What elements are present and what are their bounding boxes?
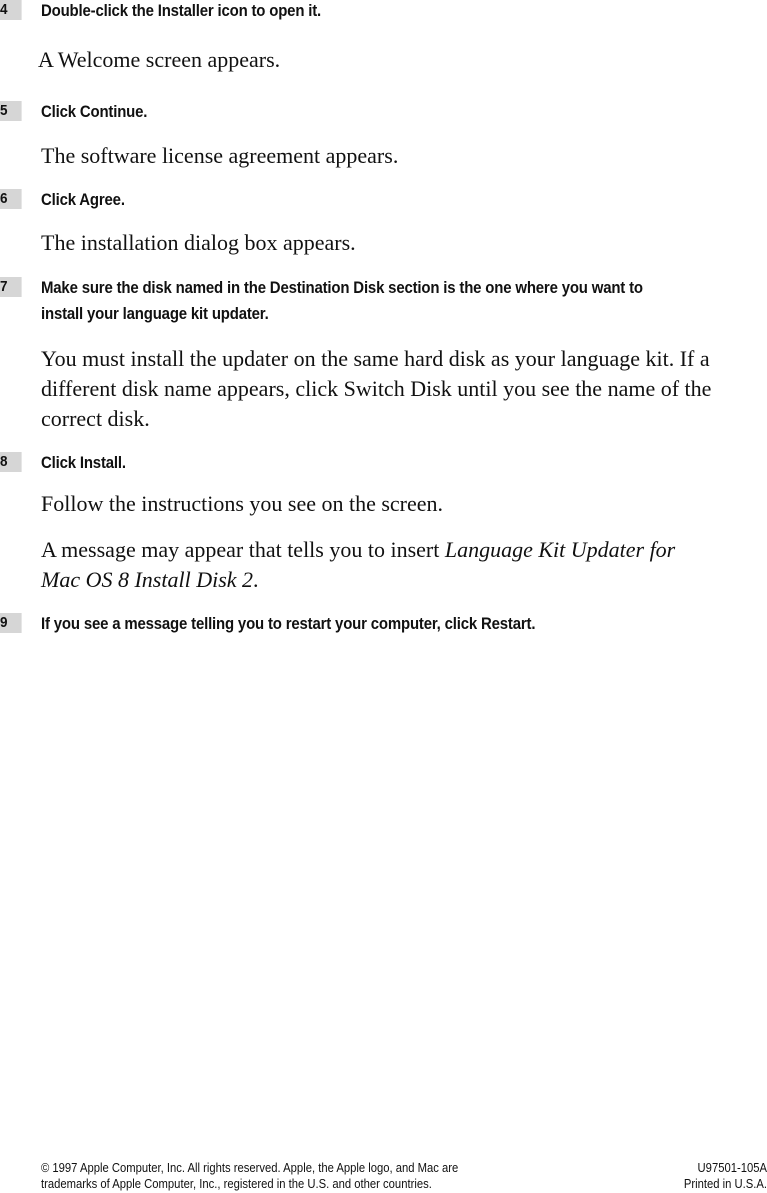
body-line: correct disk. [41, 406, 150, 431]
message-disk-name-part-2: Mac OS 8 Install Disk 2 [41, 567, 254, 592]
message-disk-name-part-1: Language Kit Updater for [444, 537, 676, 562]
step-title: If you see a message telling you to restart your computer, click Restart. [41, 614, 536, 633]
step-title: Double-click the Installer icon to open it. [41, 1, 322, 20]
step-number: 4 [0, 1, 8, 18]
step-number: 8 [0, 453, 8, 470]
step-number-badge [0, 0, 22, 20]
step-message [41, 535, 751, 595]
step-title [41, 275, 688, 327]
step-number-badge [0, 277, 22, 297]
step-number-badge [0, 452, 22, 472]
step-body: The installation dialog box appears. [41, 230, 356, 255]
message-prefix: A message may appear that tells you to insert [41, 537, 445, 562]
step-title-line: Make sure the disk named in the Destination Disk section is the one where you want to [41, 278, 643, 297]
step-number: 6 [0, 190, 8, 207]
step-number-badge [0, 189, 22, 209]
footer-copyright-line: © 1997 Apple Computer, Inc. All rights reserved. Apple, the Apple logo, and Mac are [41, 1161, 459, 1175]
body-line: You must install the updater on the same hard disk as your language kit. If a [41, 346, 710, 371]
footer-part-number [641, 1160, 767, 1192]
footer-copyright-line: trademarks of Apple Computer, Inc., registered in the U.S. and other countries. [41, 1177, 432, 1191]
step-title: Click Agree. [41, 190, 125, 209]
step-title: Click Continue. [41, 102, 148, 121]
step-body: A Welcome screen appears. [38, 47, 281, 72]
step-number: 9 [0, 614, 8, 631]
message-line-1 [41, 535, 751, 565]
step-number: 5 [0, 102, 8, 119]
footer-printed-in: Printed in U.S.A. [683, 1177, 767, 1191]
step-body: Follow the instructions you see on the screen. [41, 491, 444, 516]
footer-part-code: U97501-105A [697, 1161, 767, 1175]
step-body [41, 344, 751, 434]
message-line-2 [41, 565, 751, 595]
step-title: Click Install. [41, 453, 126, 472]
step-body: The software license agreement appears. [41, 143, 399, 168]
step-number: 7 [0, 278, 8, 295]
message-suffix: . [253, 567, 259, 592]
step-number-badge [0, 613, 22, 633]
step-number-badge [0, 101, 22, 121]
step-title-line: install your language kit updater. [41, 304, 269, 323]
footer-copyright [41, 1160, 545, 1192]
body-line: different disk name appears, click Switch Disk until you see the name of the [41, 376, 712, 401]
